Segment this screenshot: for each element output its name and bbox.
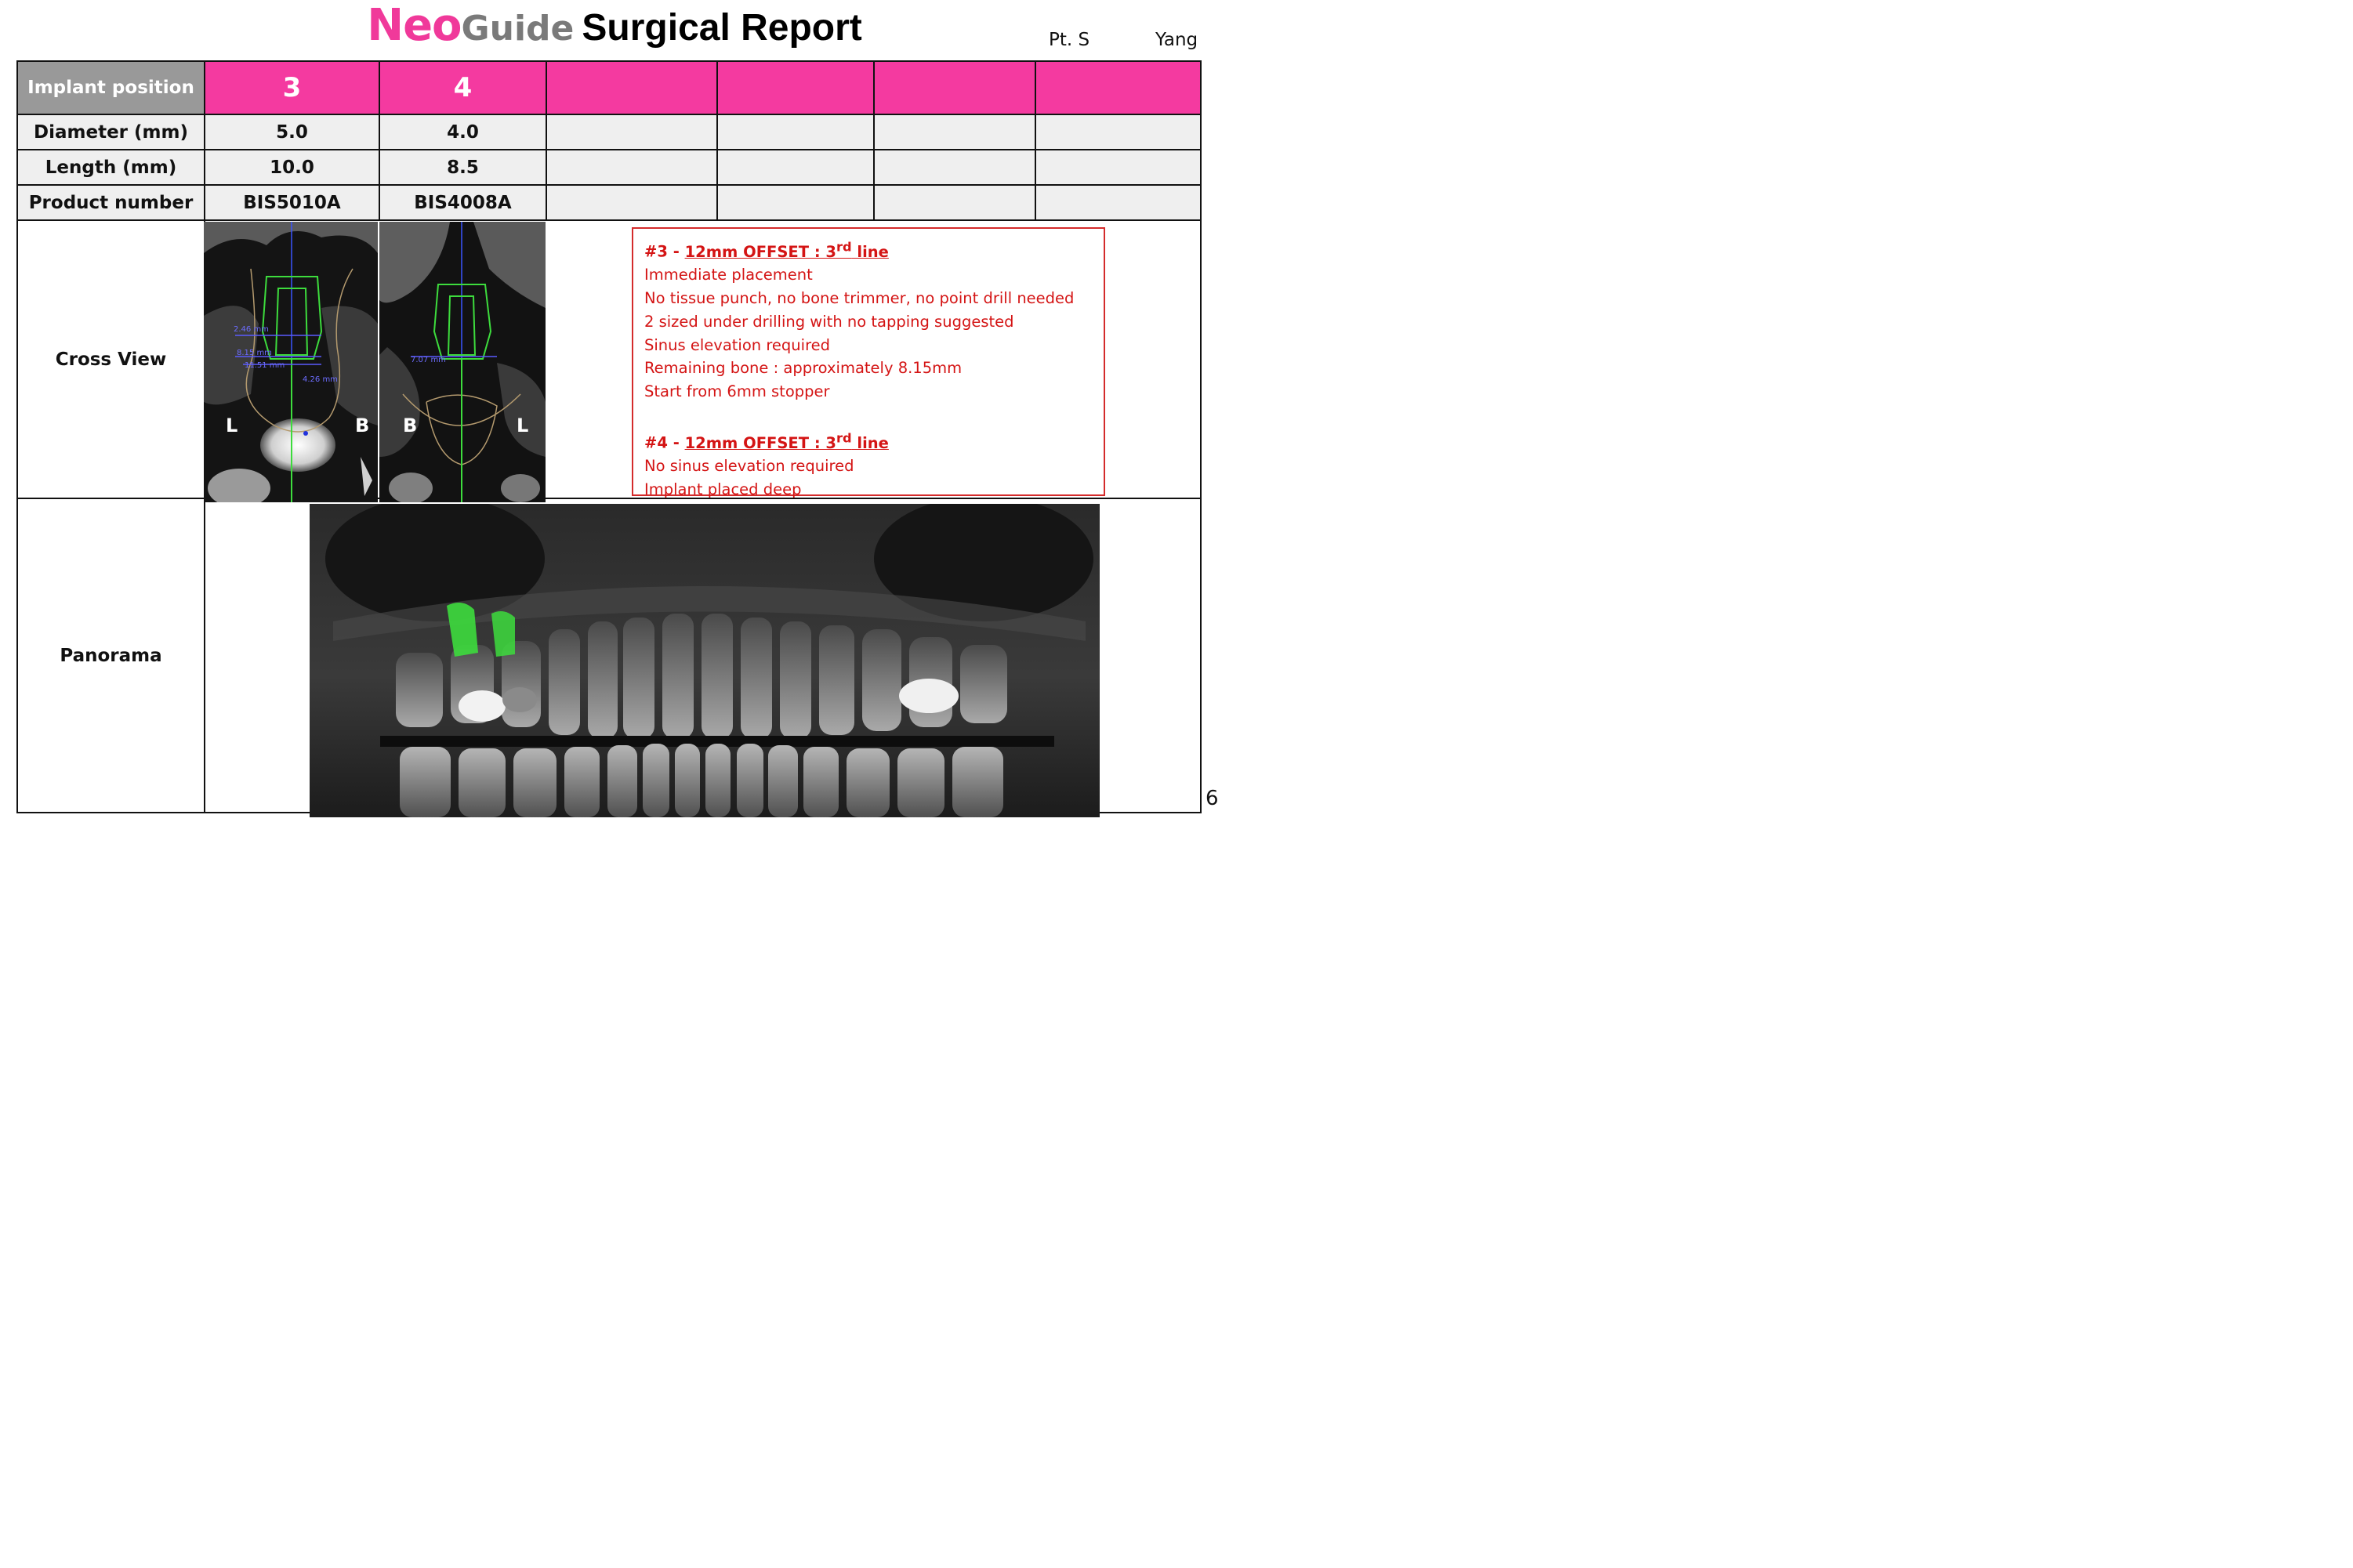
cross-view-image-4 <box>379 222 546 502</box>
position-cell-empty <box>1035 61 1201 114</box>
diameter-cell-2: 4.0 <box>379 114 546 150</box>
length-cell-2: 8.5 <box>379 150 546 185</box>
note-4-item: Implant placed deep <box>644 480 802 499</box>
label-diameter: Diameter (mm) <box>17 114 205 150</box>
brand-neo: Neo <box>367 0 462 51</box>
row-product-number <box>17 185 1201 220</box>
cross-view-3-right-label: B <box>355 415 370 436</box>
position-cell-empty <box>717 61 874 114</box>
length-cell-1: 10.0 <box>205 150 379 185</box>
note-4-prefix: #4 - <box>644 433 685 452</box>
cross-view-image-3 <box>204 222 378 502</box>
label-panorama: Panorama <box>17 498 205 813</box>
product-cell-2: BIS4008A <box>379 185 546 220</box>
patient-prefix: Pt. S <box>1049 30 1090 50</box>
report-title <box>0 0 1229 55</box>
note-4-item: No sinus elevation required <box>644 457 854 476</box>
note-3-item: Start from 6mm stopper <box>644 382 830 401</box>
note-4-line: line <box>851 433 889 452</box>
title-text: Surgical Report <box>582 7 862 49</box>
position-cell-empty <box>546 61 717 114</box>
position-cell-1: 3 <box>205 61 379 114</box>
note-3-offset: 12mm OFFSET : 3 <box>684 242 836 261</box>
diameter-cell-empty <box>874 114 1035 150</box>
label-cross-view: Cross View <box>17 220 205 498</box>
length-cell-empty <box>546 150 717 185</box>
patient-name: Yang <box>1155 30 1198 50</box>
product-cell-empty <box>546 185 717 220</box>
length-cell-empty <box>717 150 874 185</box>
cross-view-3-left-label: L <box>226 415 238 436</box>
product-cell-empty <box>874 185 1035 220</box>
measure-3: 11.51 mm <box>245 361 285 370</box>
product-cell-empty <box>1035 185 1201 220</box>
brand-guide: Guide <box>461 9 575 49</box>
diameter-cell-1: 5.0 <box>205 114 379 150</box>
note-heading-3 <box>644 235 1104 263</box>
page-number: 6 <box>1206 787 1219 810</box>
length-cell-empty <box>1035 150 1201 185</box>
cross-view-4-right-label: L <box>517 415 529 436</box>
note-3-item: Immediate placement <box>644 266 813 284</box>
surgical-notes-box <box>632 227 1105 499</box>
note-3-item: Sinus elevation required <box>644 335 831 354</box>
diameter-cell-empty <box>546 114 717 150</box>
ct-slice-4 <box>379 222 546 502</box>
label-implant-position: Implant position <box>17 61 205 114</box>
product-cell-1: BIS5010A <box>205 185 379 220</box>
note-3-prefix: #3 - <box>644 242 685 261</box>
label-length: Length (mm) <box>17 150 205 185</box>
note-3-item: No tissue punch, no bone trimmer, no point drill needed <box>644 289 1075 308</box>
note-3-item: Remaining bone : approximately 8.15mm <box>644 359 963 378</box>
product-cell-empty <box>717 185 874 220</box>
row-diameter <box>17 114 1201 150</box>
cross-view-4-left-label: B <box>403 415 418 436</box>
note-4-sup: rd <box>836 430 852 446</box>
diameter-cell-empty <box>717 114 874 150</box>
measure-2: 8.15 mm <box>237 349 272 357</box>
diameter-cell-empty <box>1035 114 1201 150</box>
panorama-xray <box>310 504 1100 817</box>
label-product-number: Product number <box>17 185 205 220</box>
note-heading-4 <box>644 426 1104 454</box>
ct-slice-3 <box>204 222 378 502</box>
note-3-sup: rd <box>836 239 852 254</box>
position-cell-2: 4 <box>379 61 546 114</box>
measure-4: 4.26 mm <box>303 375 338 384</box>
row-length <box>17 150 1201 185</box>
measure-1: 2.46 mm <box>234 325 269 334</box>
position-cell-empty <box>874 61 1035 114</box>
note-4-offset: 12mm OFFSET : 3 <box>684 433 836 452</box>
note-3-line: line <box>851 242 889 261</box>
panorama-image <box>310 504 1100 817</box>
row-implant-position <box>17 61 1201 114</box>
measure-5: 7.07 mm <box>411 356 446 364</box>
note-spacer <box>644 404 1104 426</box>
note-3-item: 2 sized under drilling with no tapping suggested <box>644 312 1014 331</box>
length-cell-empty <box>874 150 1035 185</box>
